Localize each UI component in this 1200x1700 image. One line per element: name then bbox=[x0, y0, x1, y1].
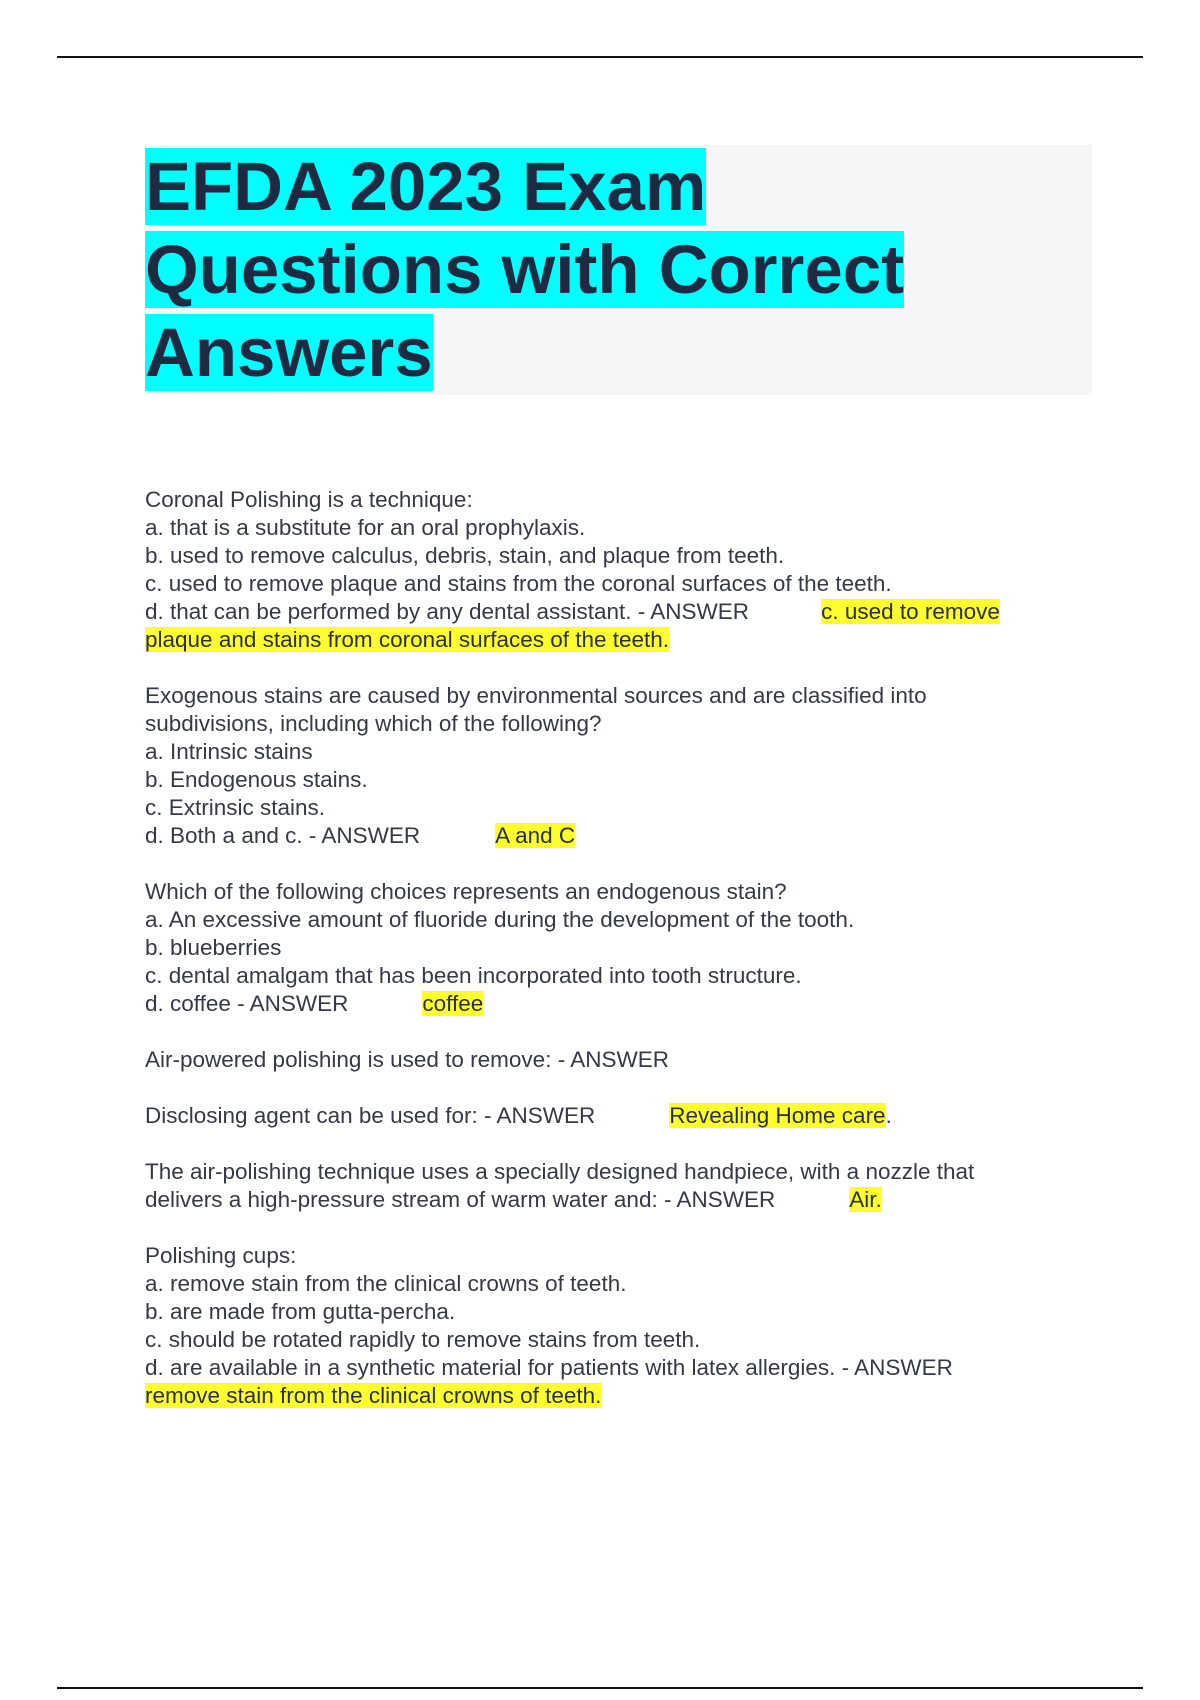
option-d-answer-line: d. are available in a synthetic material for patients with latex allergies. - ANSWER bbox=[145, 1355, 953, 1380]
bottom-rule bbox=[57, 1687, 1143, 1689]
question-item bbox=[145, 878, 1080, 1018]
answer-suffix: . bbox=[885, 1103, 892, 1128]
answer-line bbox=[145, 1102, 1080, 1130]
highlighted-answer-continued: plaque and stains from coronal surfaces of the teeth. bbox=[145, 627, 670, 652]
highlighted-answer: Air. bbox=[849, 1187, 882, 1212]
question-text-continued: subdivisions, including which of the following? bbox=[145, 711, 602, 736]
highlighted-answer: Revealing Home care bbox=[669, 1103, 886, 1128]
question-item bbox=[145, 682, 1080, 850]
highlighted-answer: coffee bbox=[422, 991, 484, 1016]
option-a: a. remove stain from the clinical crowns of teeth. bbox=[145, 1271, 627, 1296]
answer-prefix: Disclosing agent can be used for: - ANSWER bbox=[145, 1103, 596, 1128]
question-text: Exogenous stains are caused by environmental sources and are classified into bbox=[145, 683, 927, 708]
option-a: a. An excessive amount of fluoride during the development of the tooth. bbox=[145, 907, 855, 932]
highlighted-answer: remove stain from the clinical crowns of teeth. bbox=[145, 1383, 602, 1408]
highlighted-answer: A and C bbox=[495, 823, 576, 848]
top-rule bbox=[57, 56, 1143, 58]
question-item bbox=[145, 486, 1080, 654]
answer-line bbox=[145, 1382, 1080, 1410]
option-d-answer-line bbox=[145, 598, 1080, 626]
option-d-answer-line bbox=[145, 822, 1080, 850]
option-b: b. are made from gutta-percha. bbox=[145, 1299, 456, 1324]
highlighted-answer: c. used to remove bbox=[821, 599, 1000, 624]
option-a: a. that is a substitute for an oral prophylaxis. bbox=[145, 515, 586, 540]
title-line-2: Questions with Correct bbox=[145, 231, 905, 308]
option-d-answer-line bbox=[145, 990, 1080, 1018]
answer-prefix: d. Both a and c. - ANSWER bbox=[145, 823, 421, 848]
title-line-1: EFDA 2023 Exam bbox=[145, 148, 707, 225]
option-c: c. Extrinsic stains. bbox=[145, 795, 326, 820]
question-list bbox=[145, 486, 1080, 1438]
question-item bbox=[145, 1242, 1080, 1410]
answer-prefix: d. coffee - ANSWER bbox=[145, 991, 349, 1016]
option-b: b. used to remove calculus, debris, stain, and plaque from teeth. bbox=[145, 543, 785, 568]
option-b: b. blueberries bbox=[145, 935, 282, 960]
answer-continuation bbox=[145, 626, 1080, 654]
title-line-3: Answers bbox=[145, 314, 433, 391]
answer-prefix: d. that can be performed by any dental assistant. - ANSWER bbox=[145, 599, 750, 624]
question-text: The air-polishing technique uses a specially designed handpiece, with a nozzle that bbox=[145, 1159, 975, 1184]
option-c: c. dental amalgam that has been incorporated into tooth structure. bbox=[145, 963, 802, 988]
question-text: Coronal Polishing is a technique: bbox=[145, 487, 473, 512]
answer-line bbox=[145, 1186, 1080, 1214]
answer-line: Air-powered polishing is used to remove: - ANSWER bbox=[145, 1047, 669, 1072]
option-c: c. used to remove plaque and stains from the coronal surfaces of the teeth. bbox=[145, 571, 892, 596]
question-item bbox=[145, 1102, 1080, 1130]
question-text: Polishing cups: bbox=[145, 1243, 297, 1268]
option-a: a. Intrinsic stains bbox=[145, 739, 313, 764]
answer-prefix: delivers a high-pressure stream of warm water and: - ANSWER bbox=[145, 1187, 776, 1212]
option-b: b. Endogenous stains. bbox=[145, 767, 368, 792]
option-c: c. should be rotated rapidly to remove stains from teeth. bbox=[145, 1327, 701, 1352]
question-text: Which of the following choices represents an endogenous stain? bbox=[145, 879, 787, 904]
question-item bbox=[145, 1046, 1080, 1074]
question-item bbox=[145, 1158, 1080, 1214]
document-title bbox=[145, 145, 1095, 394]
